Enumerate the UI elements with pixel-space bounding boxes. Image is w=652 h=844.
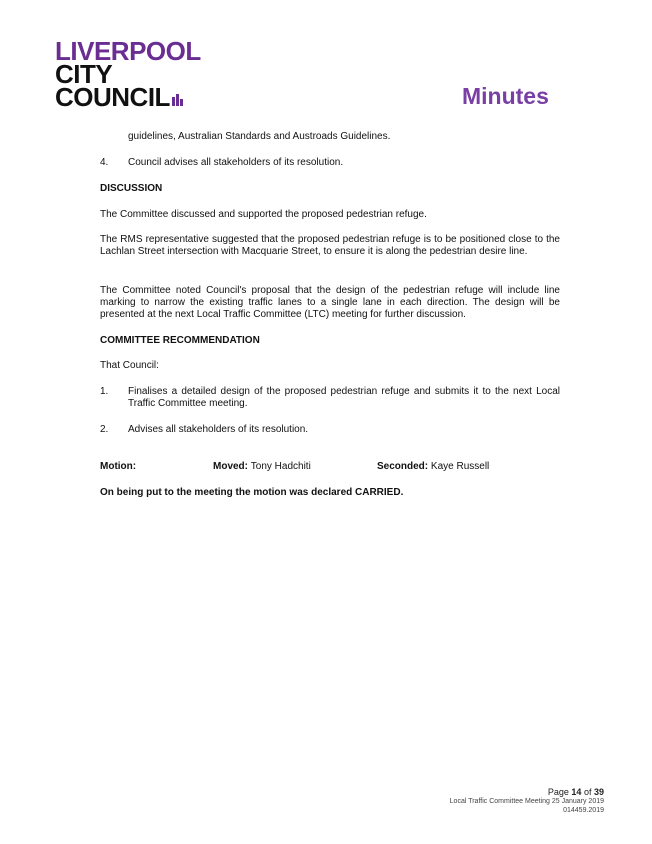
page-label: Page (547, 787, 569, 797)
document-title: Minutes (462, 83, 549, 109)
seconded-label: Seconded: (377, 461, 429, 472)
logo-line-2: CITY (55, 59, 113, 89)
that-council-text: That Council: (100, 360, 159, 371)
logo-line-3 (55, 82, 201, 112)
council-logo (55, 36, 201, 112)
seconded-field (377, 461, 489, 473)
motion-label: Motion: (100, 461, 137, 472)
meeting-line: Local Traffic Committee Meeting 25 January 2019 (449, 798, 604, 805)
moved-label: Moved: (213, 461, 248, 472)
of-label: of (583, 787, 592, 797)
discussion-paragraph-2: The RMS representative suggested that the proposed pedestrian refuge is to be positioned close to the Lachlan Street intersection with Macquarie Street, to ensure it is along the pedestrian desire line. (100, 234, 560, 257)
page-indicator (450, 787, 604, 797)
page-footer (450, 787, 604, 815)
item-number: 1. (100, 386, 109, 397)
page-number: 14 (571, 787, 582, 797)
item-text: Finalises a detailed design of the proposed pedestrian refuge and submits it to the next Local Traffic Committee meeting. (128, 386, 560, 409)
discussion-paragraph-1: The Committee discussed and supported the proposed pedestrian refuge. (100, 209, 427, 220)
item-text: Council advises all stakeholders of its resolution. (128, 157, 344, 168)
logo-mark-icon (172, 86, 184, 109)
document-id: 014459.2019 (563, 807, 604, 814)
seconded-value: Kaye Russell (430, 461, 490, 472)
logo-line-1: LIVERPOOL (55, 36, 201, 66)
item-number: 2. (100, 424, 109, 435)
continued-text: guidelines, Australian Standards and Austroads Guidelines. (128, 131, 391, 142)
moved-field (213, 461, 311, 473)
logo-line-3-text: COUNCIL (55, 82, 170, 112)
moved-value: Tony Hadchiti (250, 461, 311, 472)
motion-result: On being put to the meeting the motion was declared CARRIED. (100, 487, 404, 498)
item-number: 4. (100, 157, 109, 168)
discussion-heading: DISCUSSION (100, 183, 163, 194)
item-text: Advises all stakeholders of its resolution. (128, 424, 309, 435)
page-total: 39 (593, 787, 604, 797)
recommendation-heading: COMMITTEE RECOMMENDATION (100, 335, 260, 346)
discussion-paragraph-3: The Committee noted Council's proposal that the design of the pedestrian refuge will include line marking to narrow the existing traffic lanes to a single lane in each direction. The design will be presented at the next Local Traffic Committee (LTC) meeting for further discussion. (100, 285, 560, 320)
